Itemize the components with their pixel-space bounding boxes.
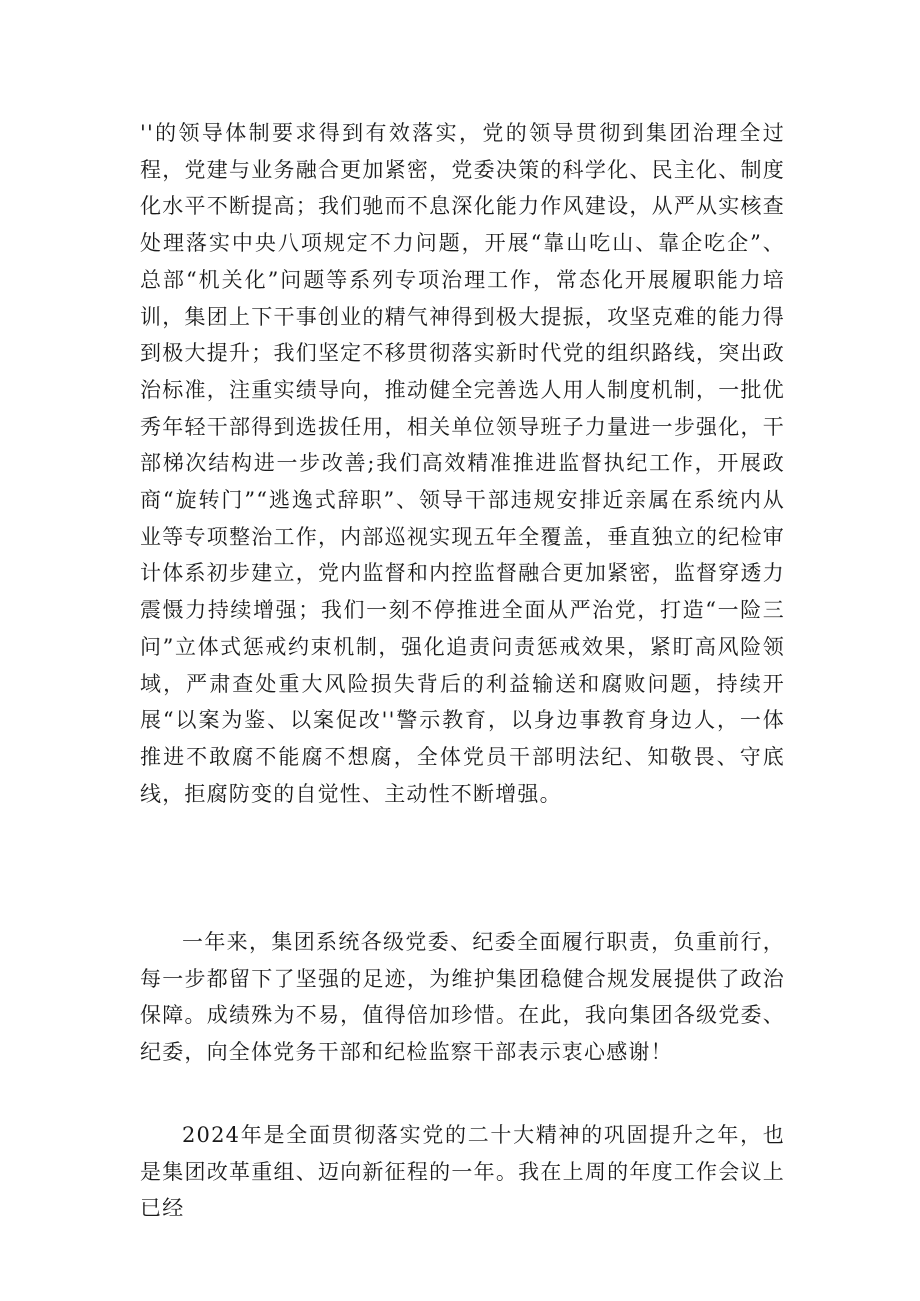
paragraph-1: ''的领导体制要求得到有效落实，党的领导贯彻到集团治理全过程，党建与业务融合更加紧密，党委决策的科学化、民主化、制度化水平不断提高；我们驰而不息深化能力作风建设，从严从实核查处理落实中央八项规定不力问题，开展“靠山吃山、靠企吃企”、总部“机关化”问题等系列专项治理工作，常态化开展履职能力培训，集团上下干事创业的精气神得到极大提振，攻坚克难的能力得到极大提升；我们坚定不移贯彻落实新时代党的组织路线，突出政治标准，注重实绩导向，推动健全完善选人用人制度机制，一批优秀年轻干部得到选拔任用，相关单位领导班子力量进一步强化，干部梯次结构进一步改善;我们高效精准推进监督执纪工作，开展政商“旋转门”“逃逸式辞职”、领导干部违规安排近亲属在系统内从业等专项整治工作，内部巡视实现五年全覆盖，垂直独立的纪检审计体系初步建立，党内监督和内控监督融合更加紧密，监督穿透力震慑力持续增强；我们一刻不停推进全面从严治党，打造“一险三问”立体式惩戒约束机制，强化追责问责惩戒效果，紧盯高风险领域，严肃查处重大风险损失背后的利益输送和腐败问题，持续开展“以案为鉴、以案促改''警示教育，以身边事教育身边人，一体推进不敢腐不能腐不想腐，全体党员干部明法纪、知敬畏、守底线，拒腐防变的自觉性、主动性不断增强。 [140,121,785,806]
paragraph-2: 一年来，集团系统各级党委、纪委全面履行职责，负重前行，每一步都留下了坚强的足迹，为维护集团稳健合规发展提供了政治保障。成绩殊为不易，值得倍加珍惜。在此，我向集团各级党委、纪委，向全体党务干部和纪检监察干部表示衷心感谢！ [140,930,785,1065]
paragraph-3: 2024年是全面贯彻落实党的二十大精神的巩固提升之年，也是集团改革重组、迈向新征程的一年。我在上周的年度工作会议上已经 [140,1123,785,1221]
